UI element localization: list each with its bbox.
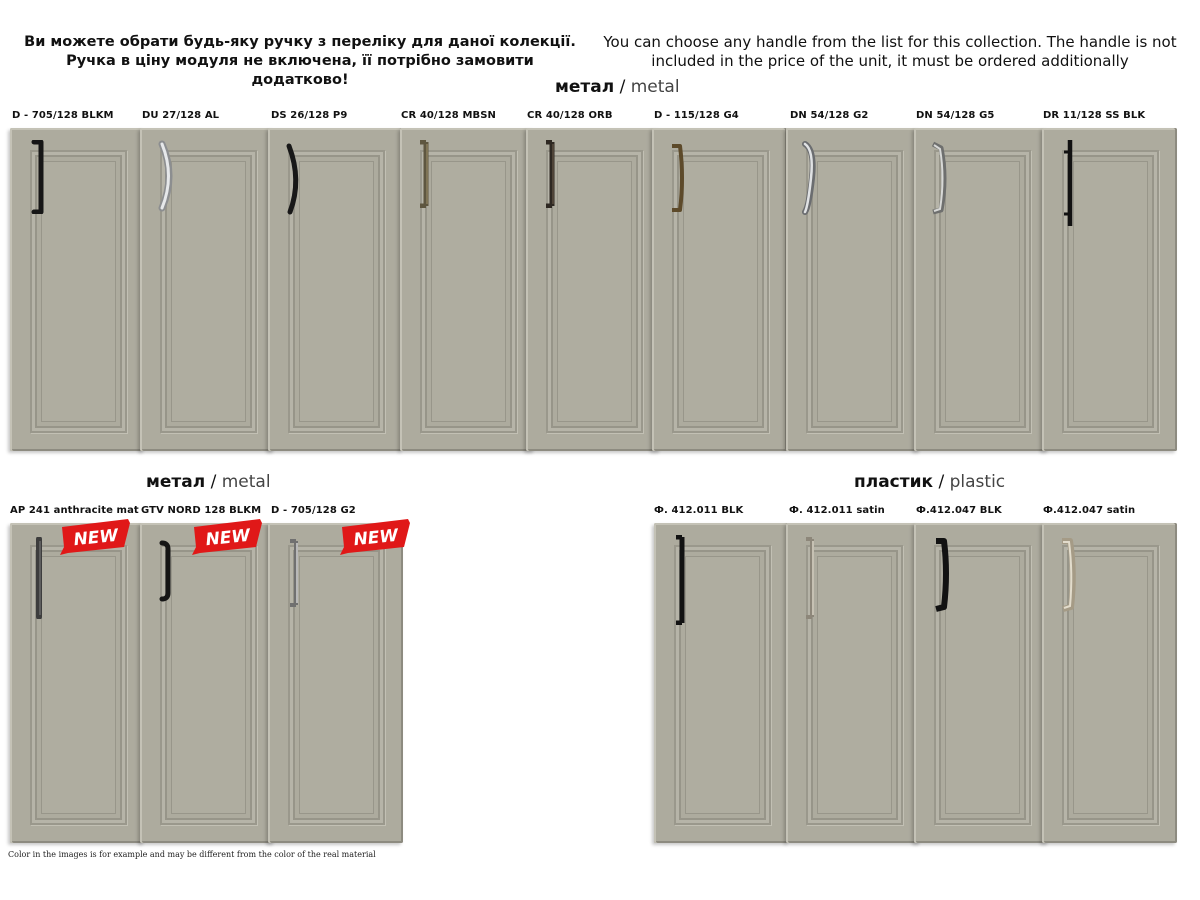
door-sample — [654, 523, 789, 843]
anthracite-bar-handle-icon — [30, 537, 46, 619]
handle-code-label: Ф.412.047 satin — [1043, 505, 1136, 516]
door-sample — [10, 523, 145, 843]
handle-code-label: DU 27/128 AL — [142, 110, 220, 121]
header-en-line1: You can choose any handle from the list for this collection. The handle is not — [603, 33, 1177, 51]
new-badge-text: NEW — [352, 525, 400, 551]
handle-code-label: Ф. 412.011 BLK — [654, 505, 744, 516]
handle-code-label: DN 54/128 G2 — [790, 110, 869, 121]
section-sep: / — [614, 77, 631, 97]
chrome-arch-handle-icon — [154, 140, 180, 212]
new-badge-icon — [190, 517, 266, 557]
black-curved-handle-icon — [284, 142, 306, 216]
handle-code-label: AP 241 anthracite mat — [10, 505, 139, 516]
header-ukrainian — [20, 33, 580, 90]
black-plastic-curved-handle-icon — [930, 537, 954, 613]
satin-bar-handle-icon — [286, 539, 302, 607]
handle-code-label: D - 705/128 G2 — [271, 505, 356, 516]
satin-plastic-handle-icon — [802, 537, 818, 619]
door-sample — [1042, 128, 1177, 451]
header-english — [585, 33, 1195, 71]
handle-code-label: GTV NORD 128 BLKM — [141, 505, 262, 516]
section-ua: метал — [555, 77, 615, 97]
door-sample — [1042, 523, 1177, 843]
antique-brass-handle-icon — [666, 142, 688, 214]
handle-code-label: CR 40/128 MBSN — [401, 110, 496, 121]
new-badge-icon — [338, 517, 414, 557]
section-ua: метал — [146, 472, 206, 492]
black-plastic-handle-icon — [672, 535, 688, 625]
section-sep: / — [933, 472, 950, 492]
handle-code-label: DS 26/128 P9 — [271, 110, 348, 121]
handle-code-label: DR 11/128 SS BLK — [1043, 110, 1146, 121]
door-sample — [140, 128, 275, 451]
section-title-plastic — [854, 472, 1005, 492]
oil-rubbed-bronze-handle-icon — [542, 140, 558, 208]
header-en-line2: included in the price of the unit, it must be ordered additionally — [651, 52, 1129, 70]
door-sample — [268, 128, 403, 451]
black-nord-handle-icon — [156, 539, 176, 603]
black-bar-handle-icon — [30, 140, 46, 214]
handle-code-label: D - 115/128 G4 — [654, 110, 739, 121]
section-en: metal — [630, 77, 680, 97]
bronze-bar-handle-icon — [416, 140, 432, 208]
door-sample — [526, 128, 661, 451]
new-badge-text: NEW — [72, 525, 120, 551]
satin-plastic-curved-handle-icon — [1056, 537, 1082, 613]
new-badge-text: NEW — [204, 525, 252, 551]
footnote: Color in the images is for example and may be different from the color of the real material — [8, 850, 376, 859]
header-ua-line1: Ви можете обрати будь-яку ручку з переліку для даної колекції. — [24, 34, 576, 50]
door-sample — [786, 128, 921, 451]
section-title-metal-top — [555, 77, 680, 97]
section-title-metal-bottom — [146, 472, 271, 492]
door-sample — [400, 128, 535, 451]
door-sample — [914, 523, 1049, 843]
section-en: metal — [221, 472, 271, 492]
section-en: plastic — [949, 472, 1006, 492]
door-sample — [652, 128, 787, 451]
door-sample — [268, 523, 403, 843]
door-sample — [140, 523, 275, 843]
handle-code-label: Ф. 412.011 satin — [789, 505, 885, 516]
new-badge-icon — [58, 517, 134, 557]
handle-code-label: Ф.412.047 BLK — [916, 505, 1002, 516]
satin-decor-handle-icon — [928, 140, 954, 216]
black-t-bar-handle-icon — [1060, 138, 1076, 228]
handle-code-label: D - 705/128 BLKM — [12, 110, 114, 121]
header-ua-line2: Ручка в ціну модуля не включена, її потрібно замовити додатково! — [66, 53, 534, 88]
door-sample — [786, 523, 921, 843]
door-sample — [914, 128, 1049, 451]
handle-code-label: CR 40/128 ORB — [527, 110, 613, 121]
door-sample — [10, 128, 145, 451]
section-ua: пластик — [854, 472, 934, 492]
section-sep: / — [205, 472, 222, 492]
handle-code-label: DN 54/128 G5 — [916, 110, 995, 121]
chrome-decor-handle-icon — [798, 140, 824, 216]
